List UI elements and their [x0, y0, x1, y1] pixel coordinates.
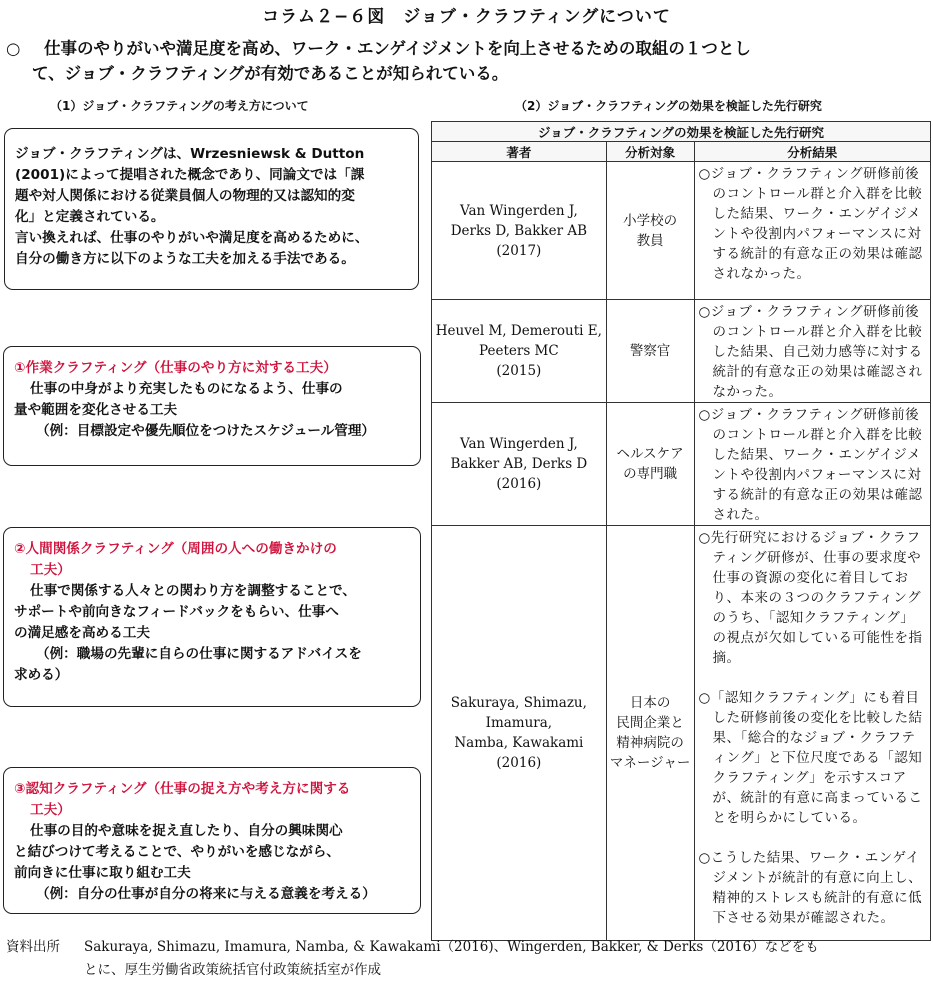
target-cell: [606, 300, 694, 403]
column-header-author: 著者: [432, 142, 607, 162]
author-cell: [432, 403, 607, 526]
table-row: [432, 300, 931, 403]
definition-line: 題や対人関係における従業員個人の物理的又は認知的変: [15, 188, 355, 204]
author-line: Van Wingerden J,: [459, 436, 578, 452]
definition-line: 自分の働き方に以下のような工夫を加える手法である。: [15, 251, 355, 267]
result-cell: [694, 403, 931, 526]
crafting-type-example-cont: 求める）: [14, 667, 69, 683]
crafting-type-title-cont: 工夫）: [30, 562, 71, 578]
target-line: 警察官: [629, 343, 671, 359]
bullet-circle-icon: ○: [6, 39, 21, 58]
crafting-type-desc: 仕事の中身がより充実したものになるよう、仕事の: [30, 381, 343, 397]
column-header-result: 分析結果: [694, 142, 931, 162]
author-line: Imamura,: [485, 715, 553, 731]
intro-line-2: て、ジョブ・クラフティングが有効であることが知られている。: [32, 64, 509, 83]
definition-line: 化」と定義されている。: [15, 209, 165, 225]
result-text: ○「認知クラフティング」にも着目した研修前後の変化を比較した結果、「総合的なジョブ・クラフティング」と下位尺度である「認知クラフティング」を示すスコアが、統計的有意に高まっていることを明らかにしている。: [698, 690, 923, 826]
crafting-type-desc: 仕事で関係する人々との関わり方を調整することで、: [30, 583, 356, 599]
crafting-type-desc: サポートや前向きなフィードバックをもらい、仕事へ: [14, 604, 339, 620]
definition-line: 言い換えれば、仕事のやりがいや満足度を高めるために、: [15, 230, 369, 246]
crafting-type-title: ①作業クラフティング（仕事のやり方に対する工夫）: [14, 360, 337, 376]
author-cell: [432, 162, 607, 300]
author-year: (2015): [496, 363, 542, 379]
author-year: (2017): [496, 242, 542, 259]
source-line-1: Sakuraya, Shimazu, Imamura, Namba, & Kawakami（2016)、Wingerden, Bakker, & Derks（2016）などをも: [84, 939, 819, 955]
table-row: [432, 162, 931, 300]
author-line: Sakuraya, Shimazu,: [450, 695, 587, 711]
crafting-type-title: ②人間関係クラフティング（周囲の人への働きかけの: [14, 541, 337, 557]
task-crafting-box: [3, 346, 421, 466]
target-cell: [606, 403, 694, 526]
author-line: Derks D, Bakker AB: [450, 222, 588, 239]
target-line: ヘルスケア: [616, 446, 684, 462]
author-line: Peeters MC: [479, 343, 559, 359]
result-text: ○こうした結果、ワーク・エンゲイジメントが統計的有意に向上し、精神的ストレスも統計的有意に低下させる効果が確認された。: [698, 850, 923, 926]
crafting-type-example: （例：職場の先輩に自らの仕事に関するアドバイスを: [36, 646, 362, 662]
crafting-type-example: （例：自分の仕事が自分の将来に与える意義を考える）: [36, 886, 376, 902]
crafting-type-title-cont: 工夫）: [30, 802, 71, 818]
intro-line-1: 仕事のやりがいや満足度を高め、ワーク・エンゲイジメントを向上させるための取組の１つとし: [44, 39, 751, 58]
target-line: 精神病院の: [616, 735, 684, 751]
target-line: 日本の: [629, 695, 671, 711]
crafting-type-desc: 前向きに仕事に取り組む工夫: [14, 865, 191, 881]
right-heading: （2）ジョブ・クラフティングの効果を検証した先行研究: [515, 99, 822, 113]
author-line: Van Wingerden J,: [459, 202, 578, 219]
result-text: ○先行研究におけるジョブ・クラフティング研修が、仕事の要求度や仕事の資源の変化に着目しており、本来の３つのクラフティングのうち、「認知クラフティング」の視点が欠如している可能性を指摘。: [698, 530, 923, 666]
result-text: ○ジョブ・クラフティング研修前後のコントロール群と介入群を比較した結果、ワーク・エンゲイジメントや役割内パフォーマンスに対する統計的有意な正の効果は確認された。: [698, 407, 923, 523]
author-line: Heuvel M, Demerouti E,: [435, 323, 602, 339]
source-label: 資料出所: [6, 939, 60, 955]
prior-studies-table: [431, 121, 931, 941]
result-text: ○ジョブ・クラフティング研修前後のコントロール群と介入群を比較した結果、ワーク・エンゲイジメントや役割内パフォーマンスに対する統計的有意な正の効果は確認されなかった。: [698, 166, 923, 282]
figure-title: コラム２−６図 ジョブ・クラフティングについて: [262, 7, 671, 27]
table-title: ジョブ・クラフティングの効果を検証した先行研究: [432, 122, 931, 142]
author-cell: [432, 526, 607, 941]
relational-crafting-box: [3, 527, 421, 707]
definition-box: [4, 128, 419, 290]
definition-line: (2001)によって提唱された概念であり、同論文では「課: [15, 167, 365, 183]
crafting-type-desc: と結びつけて考えることで、やりがいを感じながら、: [14, 844, 340, 860]
target-line: の専門職: [623, 466, 678, 482]
target-cell: [606, 162, 694, 300]
author-cell: [432, 300, 607, 403]
target-line: マネージャー: [609, 755, 691, 771]
author-line: Namba, Kawakami: [454, 735, 584, 751]
crafting-type-title: ③認知クラフティング（仕事の捉え方や考え方に関する: [14, 781, 351, 797]
result-cell: [694, 162, 931, 300]
crafting-type-desc: の満足感を高める工夫: [14, 625, 150, 641]
crafting-type-example: （例：目標設定や優先順位をつけたスケジュール管理）: [36, 423, 376, 439]
definition-line: ジョブ・クラフティングは、Wrzesniewsk & Dutton: [15, 146, 365, 162]
author-line: Bakker AB, Derks D: [450, 456, 588, 472]
result-cell: [694, 526, 931, 941]
target-line: 教員: [636, 232, 664, 249]
crafting-type-desc: 仕事の目的や意味を捉え直したり、自分の興味関心: [30, 823, 343, 839]
left-heading: （1）ジョブ・クラフティングの考え方について: [50, 99, 309, 113]
target-line: 民間企業と: [616, 715, 684, 731]
target-cell: [606, 526, 694, 941]
table-row: [432, 526, 931, 941]
target-line: 小学校の: [623, 212, 678, 229]
result-cell: [694, 300, 931, 403]
result-text: ○ジョブ・クラフティング研修前後のコントロール群と介入群を比較した結果、自己効力感等に対する統計的有意な正の効果は確認されなかった。: [698, 304, 923, 400]
cognitive-crafting-box: [3, 767, 421, 914]
column-header-target: 分析対象: [606, 142, 694, 162]
table-row: [432, 403, 931, 526]
author-year: (2016): [496, 755, 542, 771]
crafting-type-desc: 量や範囲を変化させる工夫: [14, 402, 178, 418]
author-year: (2016): [496, 476, 542, 492]
source-line-2: とに、厚生労働省政策統括官付政策統括室が作成: [84, 962, 381, 978]
table-header-row: [432, 142, 931, 162]
table-title-row: [432, 122, 931, 142]
